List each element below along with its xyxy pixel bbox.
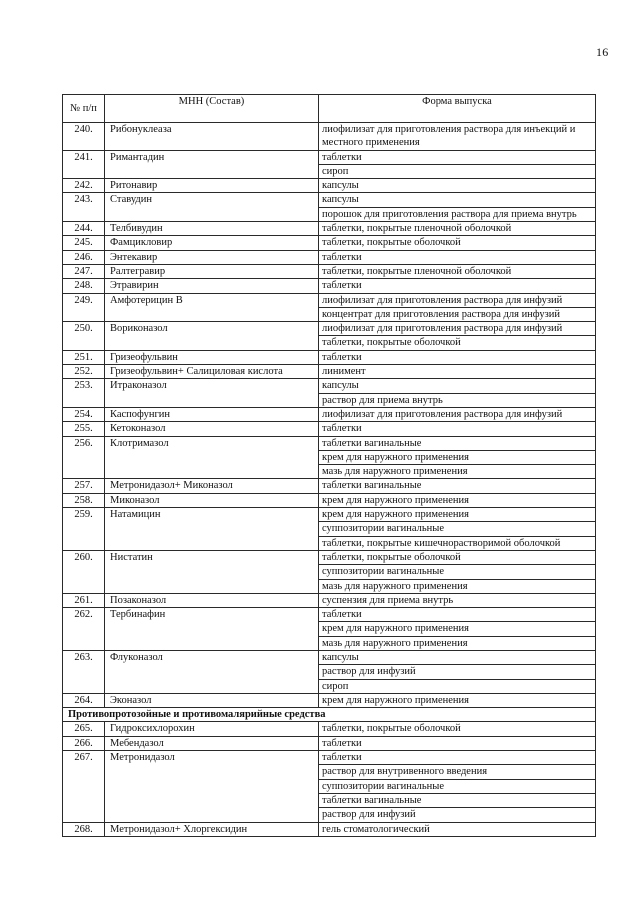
row-number: 241. [63,150,105,179]
release-form: таблетки, покрытые пленочной оболочкой [319,264,596,278]
release-form: таблетки, покрытые оболочкой [319,550,596,564]
release-form: лиофилизат для приготовления раствора для инъекций и местного применения [319,123,596,151]
drug-name: Миконазол [105,493,319,507]
drug-name: Вориконазол [105,322,319,351]
drug-name: Ставудин [105,193,319,222]
drug-name: Кетоконазол [105,422,319,436]
drug-name: Рибонуклеаза [105,123,319,151]
release-form: концентрат для приготовления раствора для инфузий [319,307,596,321]
release-form: капсулы [319,193,596,207]
row-number: 243. [63,193,105,222]
table-row [63,650,596,664]
release-form: суппозитории вагинальные [319,565,596,579]
drug-name: Гидроксихлорохин [105,722,319,736]
row-number: 252. [63,365,105,379]
table-row [63,293,596,307]
table-row [63,508,596,522]
table-row [63,736,596,750]
release-form: капсулы [319,379,596,393]
row-number: 242. [63,179,105,193]
release-form: раствор для инфузий [319,808,596,822]
release-form: таблетки [319,350,596,364]
row-number: 245. [63,236,105,250]
row-number: 256. [63,436,105,479]
table-row [63,479,596,493]
drug-name: Метронидазол [105,751,319,822]
release-form: порошок для приготовления раствора для приема внутрь [319,207,596,221]
table-header-row [63,95,596,123]
row-number: 249. [63,293,105,322]
row-number: 240. [63,123,105,151]
drug-name: Позаконазол [105,593,319,607]
header-form: Форма выпуска [319,95,596,123]
table-row [63,123,596,151]
release-form: мазь для наружного применения [319,465,596,479]
row-number: 265. [63,722,105,736]
table-row [63,608,596,622]
release-form: таблетки вагинальные [319,479,596,493]
row-number: 258. [63,493,105,507]
row-number: 248. [63,279,105,293]
table-row [63,593,596,607]
release-form: суспензия для приема внутрь [319,593,596,607]
drug-name: Ралтегравир [105,264,319,278]
table-row [63,751,596,765]
section-row [63,708,596,722]
release-form: таблетки, покрытые оболочкой [319,722,596,736]
release-form: мазь для наружного применения [319,579,596,593]
drug-name: Гризеофульвин+ Салициловая кислота [105,365,319,379]
row-number: 267. [63,751,105,822]
table-row [63,193,596,207]
table-row [63,350,596,364]
release-form: таблетки [319,751,596,765]
row-number: 251. [63,350,105,364]
release-form: мазь для наружного применения [319,636,596,650]
drug-name: Флуконазол [105,650,319,693]
row-number: 268. [63,822,105,836]
header-name: МНН (Состав) [105,95,319,123]
table-row [63,179,596,193]
row-number: 247. [63,264,105,278]
release-form: крем для наружного применения [319,508,596,522]
release-form: таблетки [319,250,596,264]
drug-name: Римантадин [105,150,319,179]
release-form: таблетки вагинальные [319,793,596,807]
drug-name: Метронидазол+ Миконазол [105,479,319,493]
release-form: лиофилизат для приготовления раствора для инфузий [319,293,596,307]
release-form: крем для наружного применения [319,622,596,636]
release-form: сироп [319,164,596,178]
release-form: таблетки, покрытые пленочной оболочкой [319,222,596,236]
table-row [63,150,596,164]
row-number: 263. [63,650,105,693]
page-number: 16 [596,45,609,59]
release-form: таблетки [319,279,596,293]
release-form: таблетки вагинальные [319,436,596,450]
release-form: лиофилизат для приготовления раствора для инфузий [319,322,596,336]
row-number: 260. [63,550,105,593]
drug-name: Нистатин [105,550,319,593]
release-form: раствор для инфузий [319,665,596,679]
row-number: 244. [63,222,105,236]
drug-table [62,94,596,837]
table-row [63,365,596,379]
drug-name: Тербинафин [105,608,319,651]
row-number: 259. [63,508,105,551]
drug-name: Ритонавир [105,179,319,193]
row-number: 257. [63,479,105,493]
release-form: крем для наружного применения [319,450,596,464]
table-row [63,322,596,336]
row-number: 266. [63,736,105,750]
drug-name: Телбивудин [105,222,319,236]
release-form: раствор для внутривенного введения [319,765,596,779]
drug-name: Мебендазол [105,736,319,750]
row-number: 254. [63,407,105,421]
row-number: 253. [63,379,105,408]
release-form: таблетки, покрытые оболочкой [319,236,596,250]
release-form: суппозитории вагинальные [319,522,596,536]
drug-name: Каспофунгин [105,407,319,421]
table-row [63,722,596,736]
table-row [63,493,596,507]
section-title: Противопротозойные и противомалярийные средства [63,708,596,722]
table-row [63,407,596,421]
drug-name: Натамицин [105,508,319,551]
table-row [63,250,596,264]
row-number: 255. [63,422,105,436]
release-form: лиофилизат для приготовления раствора для инфузий [319,407,596,421]
table-row [63,264,596,278]
drug-name: Клотримазол [105,436,319,479]
release-form: таблетки [319,422,596,436]
release-form: капсулы [319,179,596,193]
release-form: таблетки, покрытые оболочкой [319,336,596,350]
release-form: сироп [319,679,596,693]
release-form: линимент [319,365,596,379]
release-form: таблетки [319,150,596,164]
table-row [63,693,596,707]
table-row [63,279,596,293]
release-form: крем для наружного применения [319,693,596,707]
table-row [63,379,596,393]
drug-name: Метронидазол+ Хлоргексидин [105,822,319,836]
release-form: таблетки [319,736,596,750]
header-num: № п/п [63,95,105,123]
drug-name: Этравирин [105,279,319,293]
release-form: таблетки [319,608,596,622]
release-form: раствор для приема внутрь [319,393,596,407]
table-row [63,236,596,250]
table-row [63,422,596,436]
drug-name: Эконазол [105,693,319,707]
release-form: суппозитории вагинальные [319,779,596,793]
table-row [63,436,596,450]
row-number: 246. [63,250,105,264]
table-row [63,822,596,836]
release-form: крем для наружного применения [319,493,596,507]
drug-name: Гризеофульвин [105,350,319,364]
release-form: гель стоматологический [319,822,596,836]
release-form: таблетки, покрытые кишечнорастворимой оболочкой [319,536,596,550]
table-row [63,222,596,236]
drug-name: Фамцикловир [105,236,319,250]
row-number: 262. [63,608,105,651]
release-form: капсулы [319,650,596,664]
row-number: 250. [63,322,105,351]
row-number: 261. [63,593,105,607]
row-number: 264. [63,693,105,707]
table-body [63,123,596,837]
drug-name: Итраконазол [105,379,319,408]
drug-name: Энтекавир [105,250,319,264]
table-row [63,550,596,564]
drug-name: Амфотерицин В [105,293,319,322]
